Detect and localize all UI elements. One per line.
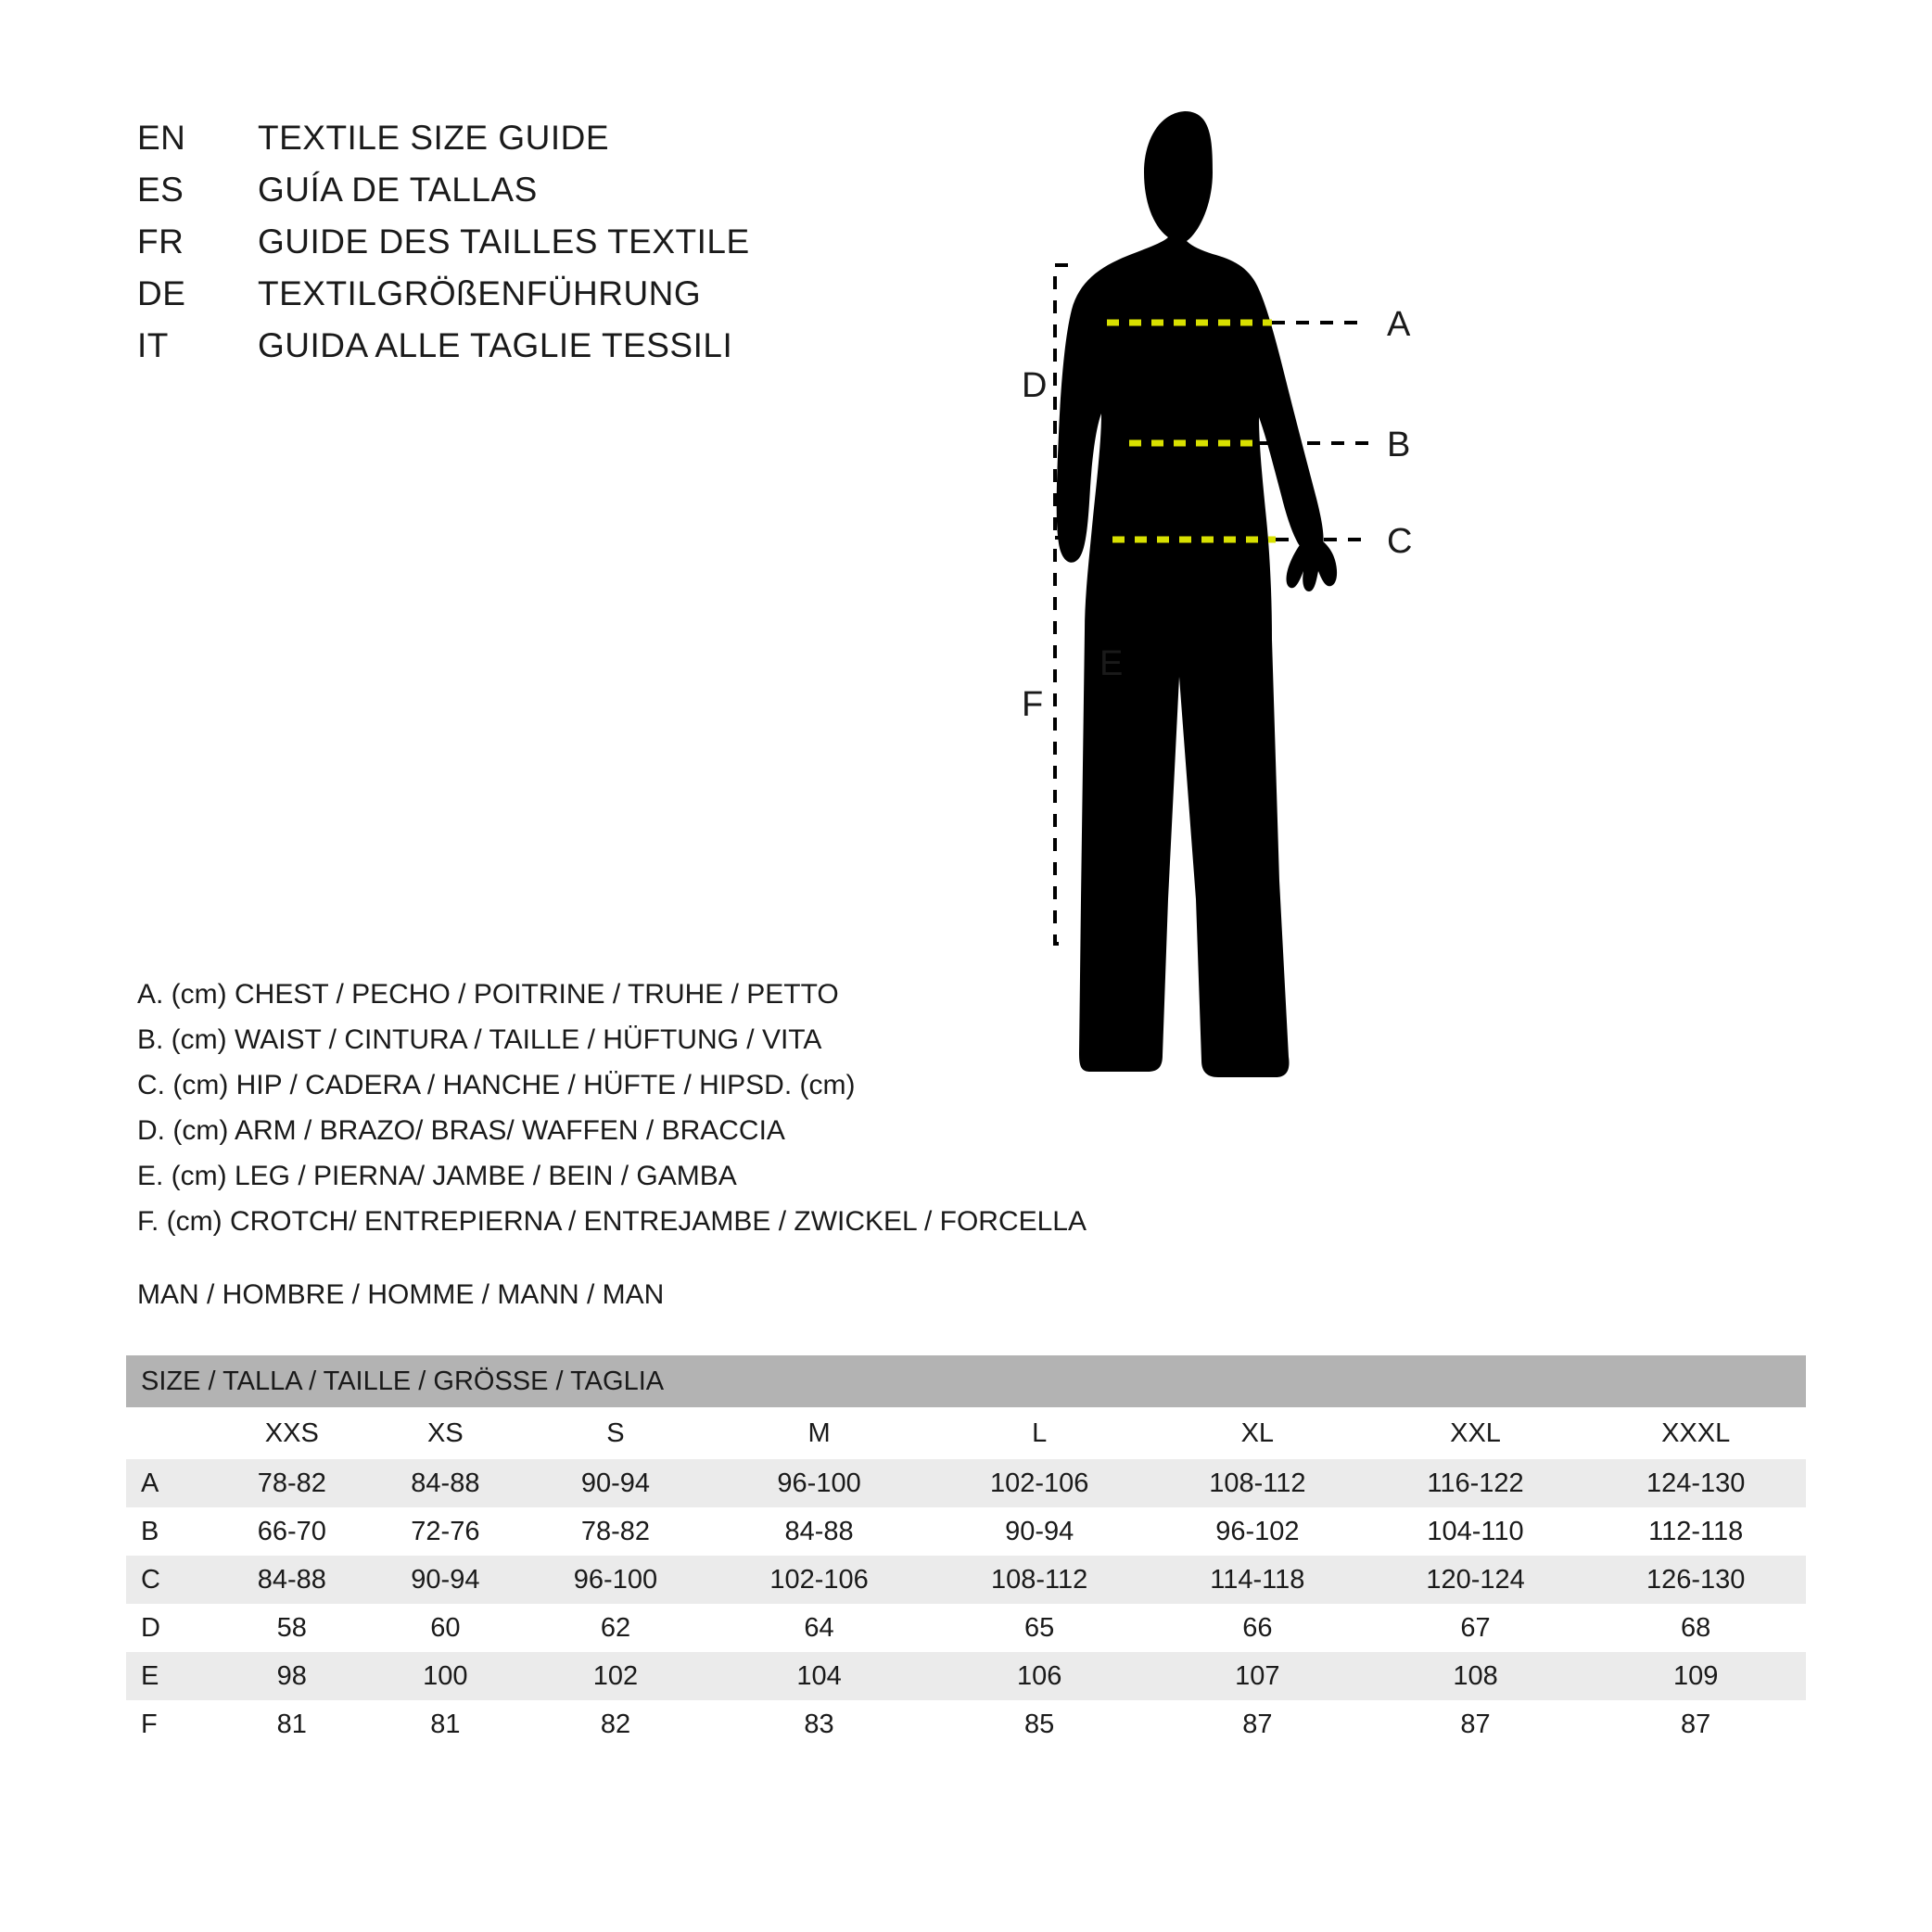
row-label-a: A bbox=[126, 1459, 215, 1507]
row-label-d: D bbox=[126, 1604, 215, 1652]
cell-a-xxs: 78-82 bbox=[215, 1459, 369, 1507]
legend-line-e: E. (cm) LEG / PIERNA/ JAMBE / BEIN / GAMBA bbox=[137, 1161, 737, 1191]
cell-b-xxl: 104-110 bbox=[1366, 1507, 1586, 1556]
cell-f-xxxl: 87 bbox=[1585, 1700, 1806, 1748]
cell-b-xl: 96-102 bbox=[1150, 1507, 1366, 1556]
male-silhouette-icon bbox=[1057, 111, 1337, 1077]
marker-label-f: F bbox=[1022, 685, 1044, 724]
language-code-es: ES bbox=[137, 171, 184, 209]
cell-c-s: 96-100 bbox=[522, 1556, 709, 1604]
language-text-en: TEXTILE SIZE GUIDE bbox=[258, 119, 610, 157]
language-row-es bbox=[137, 171, 972, 222]
gender-label: MAN / HOMBRE / HOMME / MANN / MAN bbox=[137, 1279, 665, 1310]
size-table bbox=[126, 1355, 1806, 1748]
cell-d-xxs: 58 bbox=[215, 1604, 369, 1652]
language-code-it: IT bbox=[137, 326, 169, 364]
cell-d-xxxl: 68 bbox=[1585, 1604, 1806, 1652]
table-row bbox=[126, 1604, 1806, 1652]
table-header-row bbox=[126, 1355, 1806, 1407]
body-diagram bbox=[1022, 83, 1808, 1224]
language-row-fr bbox=[137, 222, 972, 274]
cell-b-xxs: 66-70 bbox=[215, 1507, 369, 1556]
marker-label-a: A bbox=[1387, 305, 1411, 344]
row-label-e: E bbox=[126, 1652, 215, 1700]
cell-c-xxxl: 126-130 bbox=[1585, 1556, 1806, 1604]
cell-a-m: 96-100 bbox=[709, 1459, 930, 1507]
cell-d-l: 65 bbox=[929, 1604, 1150, 1652]
cell-b-s: 78-82 bbox=[522, 1507, 709, 1556]
cell-d-xs: 60 bbox=[369, 1604, 523, 1652]
table-sizes-row bbox=[126, 1407, 1806, 1459]
size-col-m: M bbox=[709, 1407, 930, 1459]
cell-d-m: 64 bbox=[709, 1604, 930, 1652]
cell-c-xl: 114-118 bbox=[1150, 1556, 1366, 1604]
crotch-bracket bbox=[1055, 538, 1068, 944]
cell-f-s: 82 bbox=[522, 1700, 709, 1748]
language-title-block bbox=[137, 119, 972, 378]
cell-c-xs: 90-94 bbox=[369, 1556, 523, 1604]
language-row-it bbox=[137, 326, 972, 378]
cell-d-xl: 66 bbox=[1150, 1604, 1366, 1652]
legend-line-c: C. (cm) HIP / CADERA / HANCHE / HÜFTE / HIPSD. (cm) bbox=[137, 1070, 856, 1100]
table-row bbox=[126, 1700, 1806, 1748]
cell-c-m: 102-106 bbox=[709, 1556, 930, 1604]
size-col-xxs: XXS bbox=[215, 1407, 369, 1459]
language-code-en: EN bbox=[137, 119, 186, 157]
cell-a-xxxl: 124-130 bbox=[1585, 1459, 1806, 1507]
language-code-fr: FR bbox=[137, 222, 184, 261]
language-text-it: GUIDA ALLE TAGLIE TESSILI bbox=[258, 326, 733, 364]
cell-e-s: 102 bbox=[522, 1652, 709, 1700]
cell-a-s: 90-94 bbox=[522, 1459, 709, 1507]
row-label-f: F bbox=[126, 1700, 215, 1748]
cell-f-m: 83 bbox=[709, 1700, 930, 1748]
cell-f-xs: 81 bbox=[369, 1700, 523, 1748]
language-text-es: GUÍA DE TALLAS bbox=[258, 171, 538, 209]
legend-line-a: A. (cm) CHEST / PECHO / POITRINE / TRUHE / PETTO bbox=[137, 979, 839, 1010]
cell-b-xs: 72-76 bbox=[369, 1507, 523, 1556]
row-label-b: B bbox=[126, 1507, 215, 1556]
cell-d-s: 62 bbox=[522, 1604, 709, 1652]
legend-line-d: D. (cm) ARM / BRAZO/ BRAS/ WAFFEN / BRACCIA bbox=[137, 1115, 785, 1146]
body-diagram-svg bbox=[1022, 83, 1808, 1224]
marker-label-c: C bbox=[1387, 522, 1413, 561]
cell-c-l: 108-112 bbox=[929, 1556, 1150, 1604]
marker-label-e: E bbox=[1099, 644, 1124, 683]
cell-e-xxs: 98 bbox=[215, 1652, 369, 1700]
cell-b-m: 84-88 bbox=[709, 1507, 930, 1556]
cell-a-l: 102-106 bbox=[929, 1459, 1150, 1507]
table-row bbox=[126, 1652, 1806, 1700]
cell-a-xxl: 116-122 bbox=[1366, 1459, 1586, 1507]
cell-a-xs: 84-88 bbox=[369, 1459, 523, 1507]
cell-e-xl: 107 bbox=[1150, 1652, 1366, 1700]
cell-c-xxs: 84-88 bbox=[215, 1556, 369, 1604]
cell-f-xxl: 87 bbox=[1366, 1700, 1586, 1748]
cell-e-xxl: 108 bbox=[1366, 1652, 1586, 1700]
table-header-label: SIZE / TALLA / TAILLE / GRÖSSE / TAGLIA bbox=[126, 1355, 1806, 1407]
cell-f-xxs: 81 bbox=[215, 1700, 369, 1748]
row-label-c: C bbox=[126, 1556, 215, 1604]
table-row bbox=[126, 1459, 1806, 1507]
cell-c-xxl: 120-124 bbox=[1366, 1556, 1586, 1604]
size-col-xl: XL bbox=[1150, 1407, 1366, 1459]
cell-a-xl: 108-112 bbox=[1150, 1459, 1366, 1507]
marker-label-d: D bbox=[1022, 366, 1048, 405]
cell-b-xxxl: 112-118 bbox=[1585, 1507, 1806, 1556]
cell-e-l: 106 bbox=[929, 1652, 1150, 1700]
marker-label-b: B bbox=[1387, 426, 1411, 464]
language-code-de: DE bbox=[137, 274, 186, 312]
cell-e-m: 104 bbox=[709, 1652, 930, 1700]
size-col-l: L bbox=[929, 1407, 1150, 1459]
cell-f-l: 85 bbox=[929, 1700, 1150, 1748]
language-row-en bbox=[137, 119, 972, 171]
language-text-fr: GUIDE DES TAILLES TEXTILE bbox=[258, 222, 750, 261]
language-text-de: TEXTILGRÖßENFÜHRUNG bbox=[258, 274, 702, 312]
legend-line-b: B. (cm) WAIST / CINTURA / TAILLE / HÜFTUNG / VITA bbox=[137, 1024, 822, 1055]
size-col-xs: XS bbox=[369, 1407, 523, 1459]
cell-e-xxxl: 109 bbox=[1585, 1652, 1806, 1700]
sizes-row-corner bbox=[126, 1407, 215, 1459]
table-row bbox=[126, 1507, 1806, 1556]
table-row bbox=[126, 1556, 1806, 1604]
cell-f-xl: 87 bbox=[1150, 1700, 1366, 1748]
size-col-xxxl: XXXL bbox=[1585, 1407, 1806, 1459]
size-col-xxl: XXL bbox=[1366, 1407, 1586, 1459]
language-row-de bbox=[137, 274, 972, 326]
size-col-s: S bbox=[522, 1407, 709, 1459]
legend-line-f: F. (cm) CROTCH/ ENTREPIERNA / ENTREJAMBE / ZWICKEL / FORCELLA bbox=[137, 1206, 1087, 1237]
cell-e-xs: 100 bbox=[369, 1652, 523, 1700]
cell-d-xxl: 67 bbox=[1366, 1604, 1586, 1652]
cell-b-l: 90-94 bbox=[929, 1507, 1150, 1556]
